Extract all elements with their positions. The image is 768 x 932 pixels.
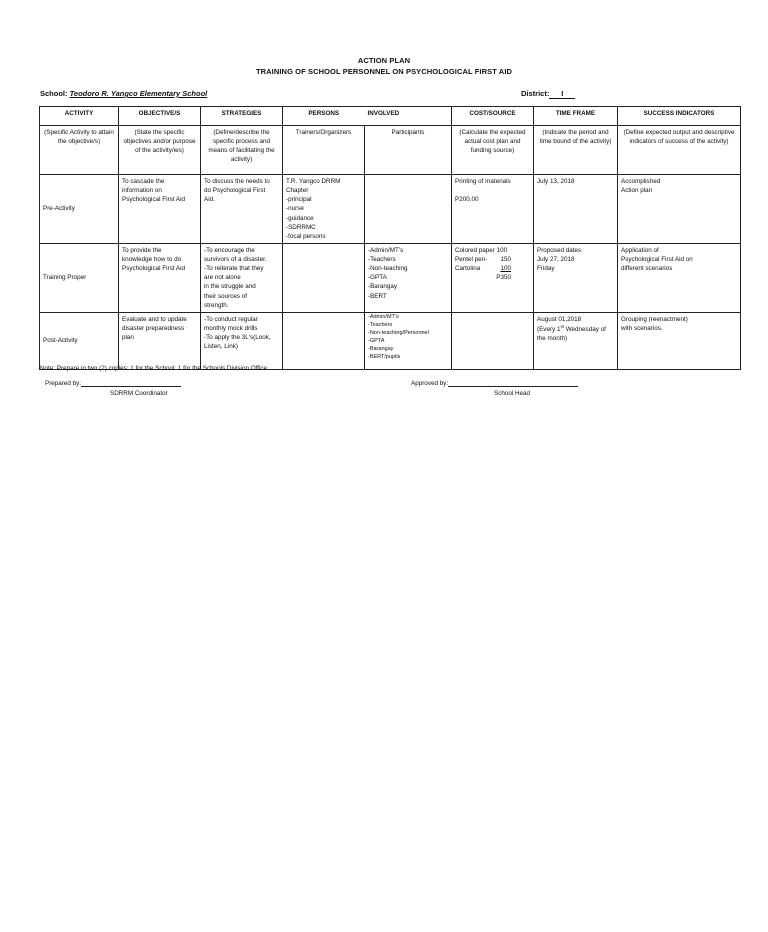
header-involved: INVOLVED xyxy=(365,107,452,126)
header-cost: COST/SOURCE xyxy=(452,107,534,126)
row-strategies xyxy=(201,312,283,369)
text-line: -nurse xyxy=(286,205,304,213)
text-line: -To apply the 3L's(Look, xyxy=(204,334,271,341)
text-line: knowledge how to do xyxy=(122,256,182,263)
prepared-role: SDRRM Coordinator xyxy=(110,390,168,397)
text-line: -Non-teaching/Personnel xyxy=(368,329,429,336)
row-trainers xyxy=(283,175,365,244)
cost-total: P350 xyxy=(496,274,511,282)
approved-signature-blank xyxy=(448,380,578,387)
table-header-row xyxy=(40,107,741,126)
desc-trainers: Trainers/Organizers xyxy=(283,126,365,175)
desc-cost: (Calculate the expected actual cost plan and funding source) xyxy=(452,126,534,175)
text-line: do Psychological First xyxy=(204,187,266,195)
school-label: School: xyxy=(40,89,68,98)
timeframe-rest: Wednesday of xyxy=(563,325,606,333)
row-success xyxy=(618,243,741,312)
cost-item-name: Colored paper xyxy=(455,246,495,254)
school-line xyxy=(40,89,207,98)
row-activity: Pre-Activity xyxy=(40,175,119,244)
cost-item xyxy=(455,264,530,273)
text-line: Psychological First Aid on xyxy=(621,256,693,263)
approved-by-line xyxy=(411,380,578,387)
text-line: Aid. xyxy=(204,196,215,204)
row-objective xyxy=(119,175,201,244)
desc-objectives: (State the specific objectives and/or purpose of the activity/ies) xyxy=(119,126,201,175)
row-participants xyxy=(365,312,452,369)
text-line: their sources of xyxy=(204,292,248,300)
text-line: Psychological First Aid xyxy=(122,196,185,204)
timeframe-sup: st xyxy=(560,323,564,329)
header-strategies: STRATEGIES xyxy=(201,107,283,126)
action-plan-table xyxy=(39,106,741,370)
text-line xyxy=(537,324,614,334)
text-line: Accomplished xyxy=(621,178,661,185)
text-line: -To reiterate that they xyxy=(204,265,264,273)
text-line: -Teachers xyxy=(368,321,393,328)
text-line: -focal persons xyxy=(286,232,326,240)
text-line: strength. xyxy=(204,301,229,309)
text-line: July 27, 2018 xyxy=(537,256,575,263)
approved-role: School Head xyxy=(494,390,531,397)
text-line: information on xyxy=(122,187,162,195)
text-line: -principal xyxy=(286,196,312,204)
cost-item-name: Cartolina xyxy=(455,265,481,273)
text-line: monthly mock drills xyxy=(204,324,258,332)
text-line: Printing of materials xyxy=(455,178,511,185)
prepared-label: Prepared by: xyxy=(45,380,82,387)
row-success xyxy=(618,175,741,244)
text-line: the month) xyxy=(537,335,568,343)
text-line: To discuss the needs to xyxy=(204,178,270,185)
text-line: -BERT xyxy=(368,292,387,300)
text-line: Chapter xyxy=(286,187,309,195)
district-value: I xyxy=(549,89,575,99)
text-line: -Admin/MT's xyxy=(368,246,404,254)
cost-item xyxy=(455,255,530,264)
row-trainers xyxy=(283,243,365,312)
table-row xyxy=(40,243,741,312)
row-participants xyxy=(365,175,452,244)
text-line: P200.00 xyxy=(455,196,479,204)
text-line: -SDRRMC xyxy=(286,223,316,231)
text-line: August 01,2018 xyxy=(537,315,582,323)
text-line: -guidance xyxy=(286,214,314,222)
desc-activity: (Specific Activity to attain the objective/s) xyxy=(40,126,119,175)
school-value: Teodoro R. Yangco Elementary School xyxy=(69,89,208,98)
row-objective xyxy=(119,312,201,369)
cost-item-name: Pentel pen- xyxy=(455,256,488,263)
row-strategies xyxy=(201,175,283,244)
cost-item-amount: 100 xyxy=(496,246,508,254)
table-description-row xyxy=(40,126,741,175)
text-line: To provide the xyxy=(122,246,162,254)
footnote: Note: Prepare in two (2) copies: 1 for the School: 1 for the Schools Division Office xyxy=(40,365,268,372)
text-line: Application of xyxy=(621,246,659,254)
text-line: different scenarios xyxy=(621,265,673,273)
text-line: Evaluate and to update xyxy=(122,315,187,323)
row-objective xyxy=(119,243,201,312)
cost-item-amount: 100 xyxy=(500,265,511,273)
prepared-by-line xyxy=(45,380,181,387)
text-line: -GPTA xyxy=(368,337,385,344)
row-participants xyxy=(365,243,452,312)
row-cost xyxy=(452,243,534,312)
text-line: Proposed dates xyxy=(537,246,582,254)
approved-label: Approved by: xyxy=(411,380,449,387)
district-line xyxy=(521,89,575,99)
row-timeframe xyxy=(534,243,618,312)
row-trainers xyxy=(283,312,365,369)
prepared-signature-blank xyxy=(81,380,181,387)
text-line: survivors of a disaster. xyxy=(204,256,267,263)
row-timeframe xyxy=(534,312,618,369)
text-line: -Non-teaching xyxy=(368,265,408,273)
desc-timeframe: (Indicate the period and time bound of the activity) xyxy=(534,126,618,175)
row-activity: Training Proper xyxy=(40,243,119,312)
desc-participants: Participants xyxy=(365,126,452,175)
header-activity: ACTIVITY xyxy=(40,107,119,126)
header-timeframe: TIME FRAME xyxy=(534,107,618,126)
text-line: -Teachers xyxy=(368,256,396,263)
cost-item xyxy=(455,246,530,255)
text-line: -BERT/pupils xyxy=(368,353,401,360)
row-strategies xyxy=(201,243,283,312)
text-line: T.R. Yangco DRRM xyxy=(286,178,341,185)
text-line: -GPTA xyxy=(368,274,387,282)
header-persons: PERSONS xyxy=(283,107,365,126)
row-cost xyxy=(452,175,534,244)
district-label: District: xyxy=(521,89,550,98)
row-timeframe xyxy=(534,175,618,244)
text-line: Action plan xyxy=(621,187,653,195)
text-line: in the struggle and xyxy=(204,283,256,291)
timeframe-every: (Every 1 xyxy=(537,325,561,333)
text-line: plan xyxy=(122,334,134,341)
text-line: Psychological First Aid xyxy=(122,265,185,273)
table-row xyxy=(40,175,741,244)
document-title: ACTION PLAN xyxy=(357,56,411,65)
row-success xyxy=(618,312,741,369)
header-objectives: OBJECTIVE/S xyxy=(119,107,201,126)
text-line: To cascade the xyxy=(122,178,165,185)
desc-success: (Define expected output and descriptive indicators of success of the activity) xyxy=(618,126,741,175)
text-line: -To conduct regular xyxy=(204,315,258,323)
text-line: are not alone xyxy=(204,274,241,282)
text-line: July 13, 2018 xyxy=(537,178,575,185)
text-line: with scenarios. xyxy=(621,324,663,332)
text-line: -Admin/MT's xyxy=(368,313,399,320)
cost-item-amount: 150 xyxy=(500,256,511,263)
text-line xyxy=(455,186,530,195)
text-line: -To encourage the xyxy=(204,246,255,254)
document-subtitle: TRAINING OF SCHOOL PERSONNEL ON PSYCHOLOGICAL FIRST AID xyxy=(255,67,513,76)
cost-total-line xyxy=(455,273,530,282)
text-line: -Barangay xyxy=(368,345,394,352)
desc-strategies: (Define/describe the specific process and means of facilitating the activity) xyxy=(201,126,283,175)
row-activity: Post-Activity xyxy=(40,312,119,369)
text-line: disaster preparedness xyxy=(122,324,185,332)
row-cost xyxy=(452,312,534,369)
text-line: Grouping (reenactment) xyxy=(621,315,688,323)
text-line: -Barangay xyxy=(368,283,398,291)
text-line: Friday xyxy=(537,265,555,273)
header-success: SUCCESS INDICATORS xyxy=(618,107,741,126)
text-line: Listen, Link) xyxy=(204,343,238,351)
table-row xyxy=(40,312,741,369)
